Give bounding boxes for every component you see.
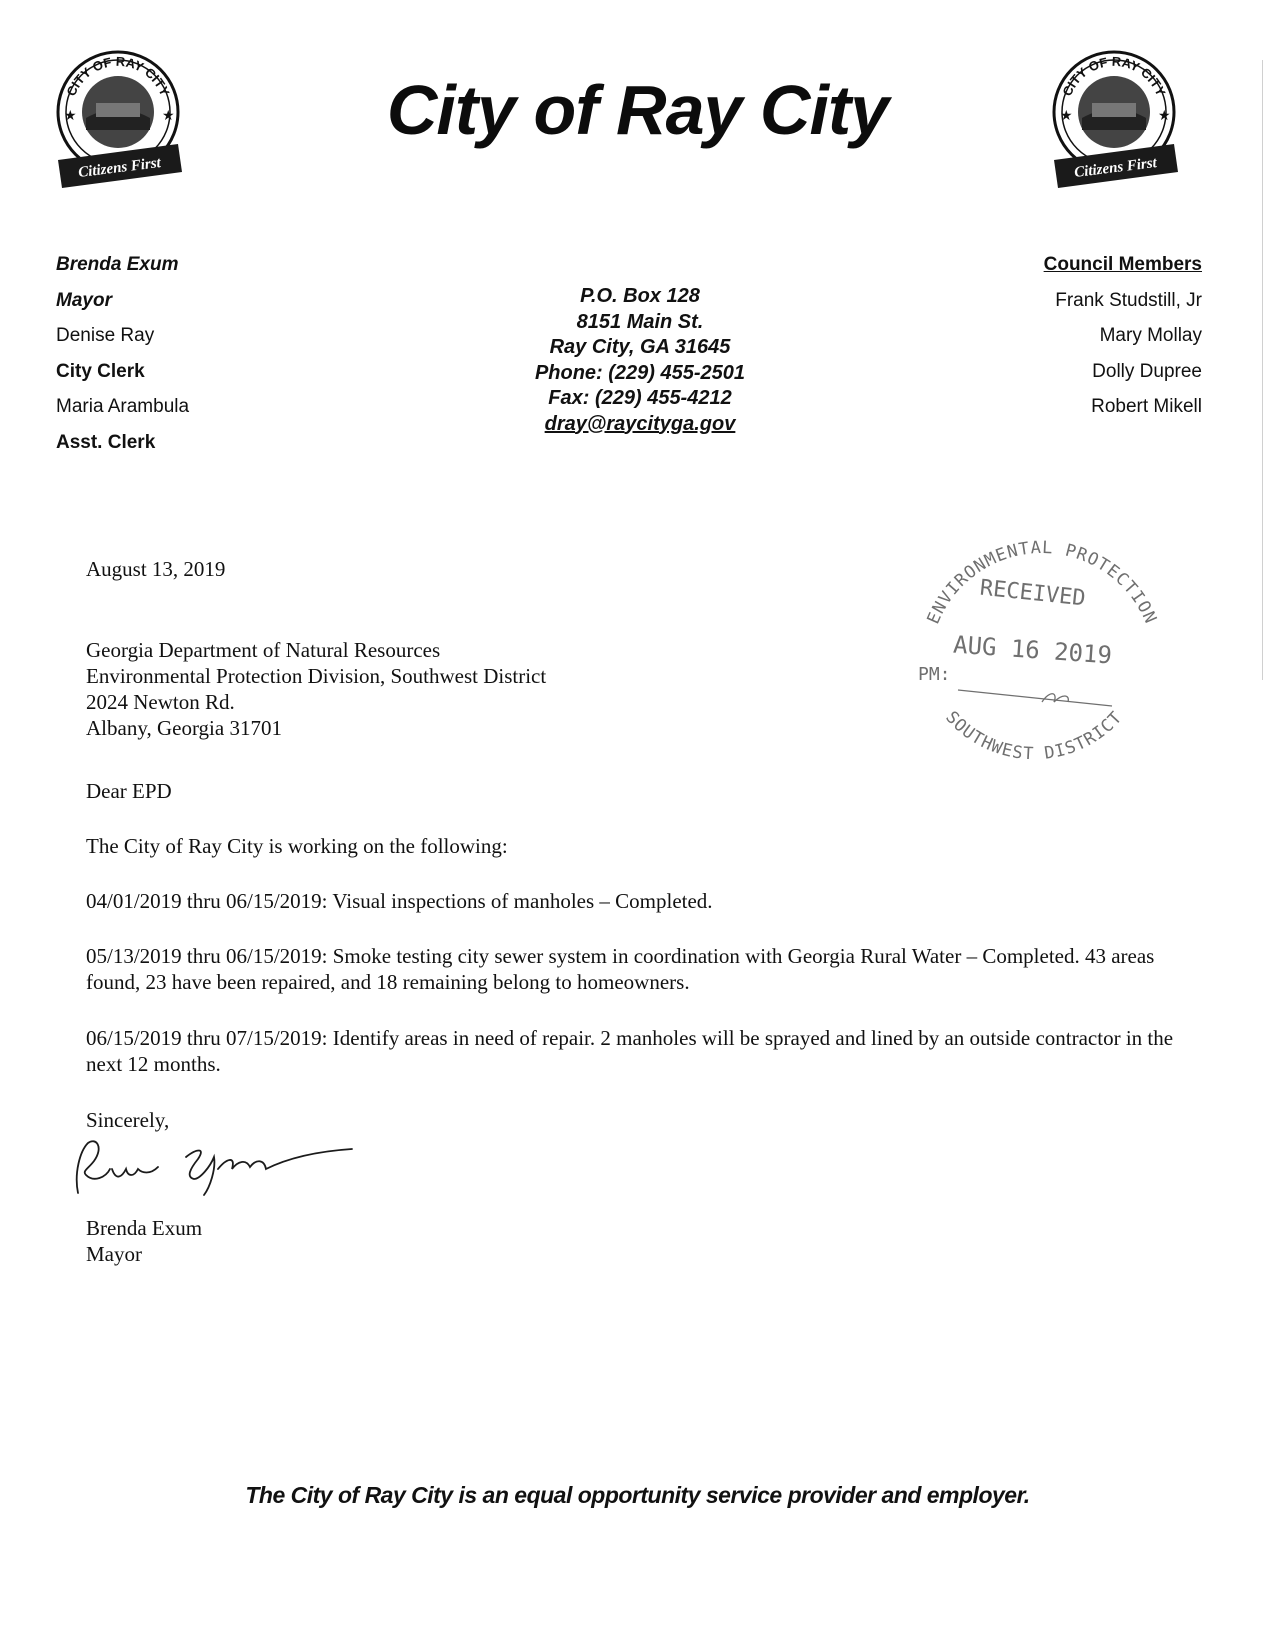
recipient-address: [86, 637, 546, 741]
street-address: 8151 Main St.: [576, 310, 704, 333]
staff-line: Denise Ray: [56, 325, 155, 346]
council-members: [1044, 254, 1202, 432]
staff-list: [56, 254, 189, 467]
fax-number: Fax: (229) 455-4212: [548, 387, 732, 409]
seal-banner-text: Citizens First: [1073, 155, 1158, 182]
recipient-line: Albany, Georgia 31701: [86, 716, 282, 740]
city-state-zip: Ray City, GA 31645: [549, 336, 731, 358]
work-item: 05/13/2019 thru 06/15/2019: Smoke testing city sewer system in coordination with Georgia Rural Water – Completed. 43 areas found, 23 have been repaired, and 18 remaining belong to homeowners.: [86, 944, 1155, 994]
signer-block: [86, 1215, 202, 1267]
council-member: Robert Mikell: [1091, 396, 1202, 417]
council-member: Dolly Dupree: [1092, 360, 1202, 382]
stamp-bottom-arc: SOUTHWEST DISTRICT: [941, 707, 1127, 765]
council-heading: Council Members: [1043, 254, 1202, 275]
address-block: [475, 284, 805, 437]
seal-ring-text: CITY OF RAY CITY: [63, 53, 173, 99]
svg-text:★: ★: [64, 109, 77, 124]
staff-line: Mayor: [56, 289, 112, 311]
scan-edge: [1262, 60, 1263, 680]
stamp-top-arc: ENVIRONMENTAL PROTECTION: [923, 537, 1161, 628]
work-item: 06/15/2019 thru 07/15/2019: Identify areas in need of repair. 2 manholes will be sprayed and lined by an outside contractor in the next 12 months.: [86, 1026, 1174, 1076]
stamp-received: RECEIVED: [978, 575, 1087, 612]
closing: Sincerely,: [86, 1108, 170, 1132]
council-member: Mary Mollay: [1099, 325, 1202, 346]
svg-text:★: ★: [1060, 109, 1073, 124]
footer-statement: The City of Ray City is an equal opportunity service provider and employer.: [245, 1482, 1030, 1508]
signer-title: Mayor: [86, 1242, 142, 1266]
city-seal-right: [1048, 48, 1180, 198]
recipient-line: Environmental Protection Division, Southwest District: [86, 664, 547, 688]
recipient-line: 2024 Newton Rd.: [86, 690, 235, 714]
svg-text:★: ★: [1158, 109, 1171, 124]
letterhead-title: City of Ray City: [386, 71, 889, 149]
received-stamp: [912, 530, 1167, 800]
staff-line: Asst. Clerk: [56, 431, 156, 453]
staff-line: Maria Arambula: [56, 396, 190, 417]
staff-line: Brenda Exum: [56, 254, 179, 275]
council-member-list: [1044, 290, 1202, 432]
phone-number: Phone: (229) 455-2501: [534, 361, 746, 384]
recipient-line: Georgia Department of Natural Resources: [86, 638, 441, 662]
council-member: Frank Studstill, Jr: [1055, 289, 1202, 311]
svg-text:★: ★: [162, 109, 175, 124]
stamp-date: AUG 16 2019: [952, 630, 1113, 670]
svg-text:SOUTHWEST DISTRICT: [941, 708, 1126, 765]
seal-banner-text: Citizens First: [77, 155, 162, 182]
salutation: Dear EPD: [86, 779, 172, 803]
signature: [60, 1133, 360, 1208]
staff-line: City Clerk: [56, 360, 145, 382]
po-box: P.O. Box 128: [580, 285, 700, 307]
letter-date: August 13, 2019: [86, 557, 226, 581]
letter-intro: The City of Ray City is working on the following:: [86, 834, 508, 858]
email-link[interactable]: dray@raycityga.gov: [544, 412, 736, 435]
seal-ring-text: CITY OF RAY CITY: [1059, 53, 1169, 99]
city-seal-left: [52, 48, 184, 198]
signer-name: Brenda Exum: [86, 1216, 203, 1240]
stamp-pm-label: PM:: [918, 664, 951, 685]
work-item: 04/01/2019 thru 06/15/2019: Visual inspections of manholes – Completed.: [86, 889, 713, 913]
